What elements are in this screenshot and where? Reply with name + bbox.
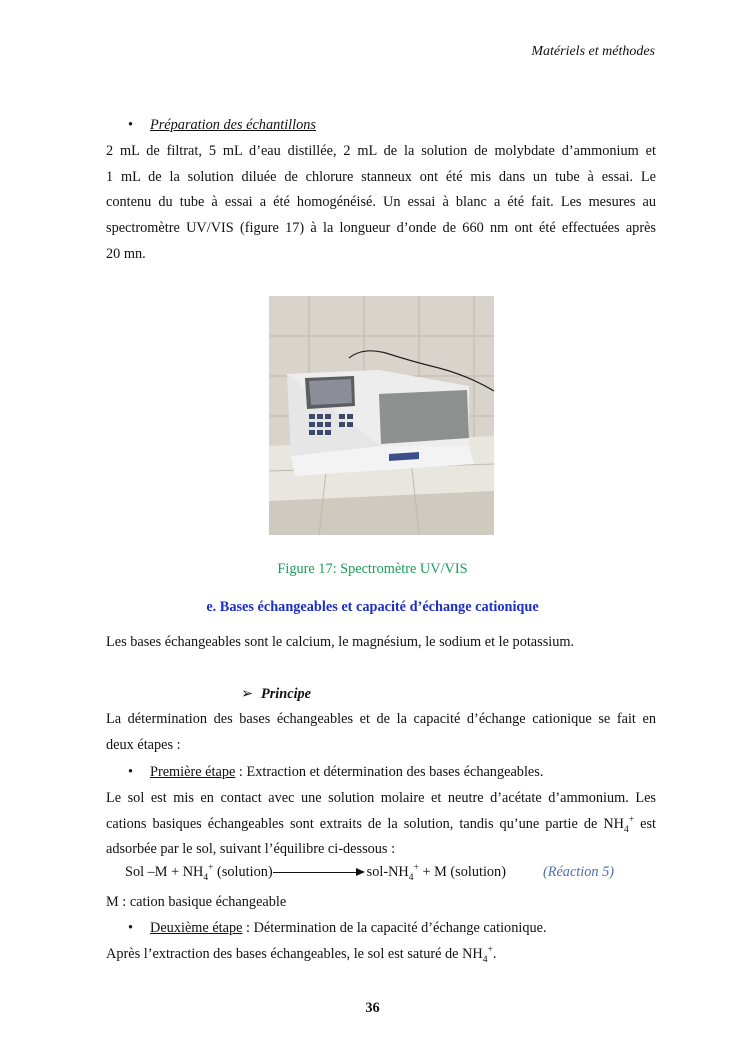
step1-paragraph bbox=[106, 786, 656, 863]
text-line: deux étapes : bbox=[106, 736, 181, 753]
principe-paragraph bbox=[106, 707, 656, 758]
step2-label: Deuxième étape bbox=[150, 920, 243, 936]
text-line: 1 mL de la solution diluée de chlorure stanneux ont été mis dans un tube à essai. Le bbox=[106, 168, 656, 185]
step1-row bbox=[128, 764, 543, 781]
arrow-bullet-icon: ➢ bbox=[241, 686, 253, 702]
bullet: • bbox=[128, 764, 134, 780]
text-line: spectromètre UV/VIS (figure 17) à la longueur d’onde de 660 nm ont été effectuées après bbox=[106, 220, 656, 237]
text-line: Le sol est mis en contact avec une solution molaire et neutre d’acétate d’ammonium. Les bbox=[106, 790, 656, 806]
text-line bbox=[106, 812, 656, 838]
bullet: • bbox=[128, 117, 134, 133]
m-definition: M : cation basique échangeable bbox=[106, 894, 287, 910]
text-line: 2 mL de filtrat, 5 mL d’eau distillée, 2 mL de la solution de molybdate d’ammonium et bbox=[106, 143, 656, 159]
superscript: + bbox=[487, 945, 493, 956]
step2-text: : Détermination de la capacité d’échange cationique. bbox=[242, 920, 547, 936]
reaction-equation bbox=[125, 864, 614, 881]
bullet: • bbox=[128, 920, 134, 936]
reaction-arrow-icon bbox=[273, 868, 365, 878]
prep-heading-row bbox=[128, 117, 316, 134]
reaction-right: sol-NH bbox=[366, 864, 409, 880]
prep-paragraph bbox=[106, 139, 656, 268]
spectrometer-photo bbox=[269, 296, 494, 535]
figure-caption: Figure 17: Spectromètre UV/VIS bbox=[277, 561, 468, 577]
subscript: 4 bbox=[482, 954, 488, 965]
text-span: cations basiques échangeables sont extraits de la solution, tandis qu’une partie de NH bbox=[106, 815, 624, 832]
text-span: est bbox=[634, 815, 656, 832]
step2-row bbox=[128, 920, 547, 937]
subscript: 4 bbox=[408, 872, 414, 883]
text-span: Après l’extraction des bases échangeables, le sol est saturé de NH bbox=[106, 946, 483, 962]
superscript: + bbox=[208, 863, 214, 874]
subscript: 4 bbox=[203, 872, 209, 883]
step1-label: Première étape bbox=[150, 764, 236, 780]
prep-heading: Préparation des échantillons bbox=[150, 117, 316, 133]
text-line: La détermination des bases échangeables et de la capacité d’échange cationique se fait en bbox=[106, 711, 656, 727]
text-line: 20 mn. bbox=[106, 245, 146, 262]
intro-paragraph: Les bases échangeables sont le calcium, le magnésium, le sodium et le potassium. bbox=[106, 634, 575, 650]
text-line: adsorbée par le sol, suivant l’équilibre ci-dessous : bbox=[106, 841, 396, 858]
principe-heading bbox=[241, 686, 311, 703]
reaction-left: Sol –M + NH bbox=[125, 864, 204, 880]
section-title: e. Bases échangeables et capacité d’échange cationique bbox=[206, 599, 539, 615]
reaction-right-tail: + M (solution) bbox=[418, 864, 506, 880]
page-header: Matériels et méthodes bbox=[531, 44, 655, 59]
principe-title: Principe bbox=[261, 686, 312, 702]
superscript: + bbox=[628, 814, 635, 825]
reaction-left-tail: (solution) bbox=[213, 864, 273, 880]
subscript: 4 bbox=[623, 824, 629, 835]
text-span: . bbox=[492, 946, 497, 962]
superscript: + bbox=[413, 863, 419, 874]
final-line bbox=[106, 942, 656, 968]
text-line: contenu du tube à essai a été homogénéisé. Un essai à blanc a été fait. Les mesures au bbox=[106, 194, 656, 211]
step1-text: : Extraction et détermination des bases échangeables. bbox=[235, 764, 544, 780]
reaction-reference: (Réaction 5) bbox=[542, 864, 615, 880]
page-number: 36 bbox=[365, 1000, 380, 1016]
